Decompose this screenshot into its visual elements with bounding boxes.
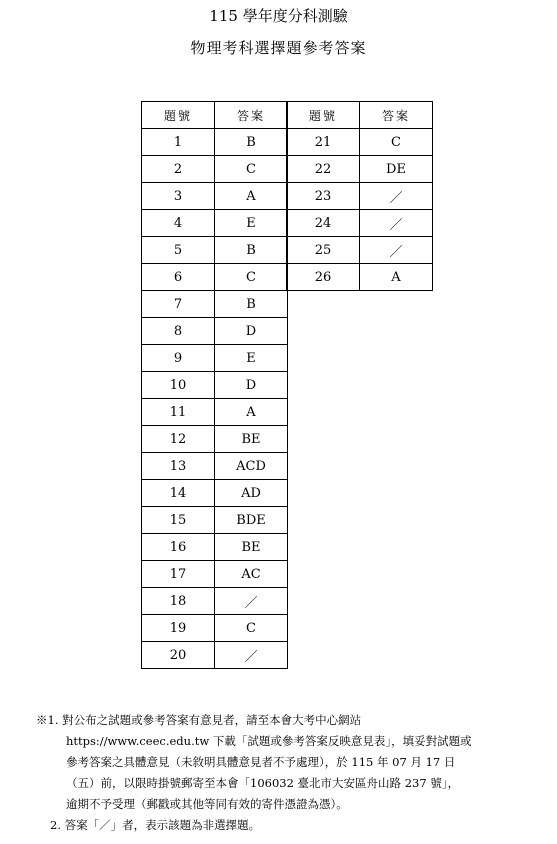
question-number-cell: 3 [142,183,215,210]
answer-cell: D [215,372,288,399]
answer-cell: BDE [215,507,288,534]
page-title: 115 學年度分科測驗 [209,7,348,25]
answer-cell: A [215,399,288,426]
question-number-cell: 4 [142,210,215,237]
table-row [142,507,288,534]
table-row [287,129,433,156]
question-number-cell: 23 [287,183,360,210]
table-row [287,183,433,210]
table-row [142,615,288,642]
answer-cell: ／ [215,642,288,669]
answer-table-left [141,101,288,669]
answer-cell: B [215,237,288,264]
answer-cell: C [215,156,288,183]
note-1-line-3: 參考答案之具體意見（未敘明具體意見者不予處理），於 115 年 07 月 17 日 [66,755,456,769]
answer-cell: ／ [360,210,433,237]
question-number-cell: 8 [142,318,215,345]
question-number-cell: 14 [142,480,215,507]
table-row [142,534,288,561]
table-header-row [142,102,288,129]
question-number-cell: 25 [287,237,360,264]
answer-cell: ／ [360,183,433,210]
table-row [142,399,288,426]
answer-table-right-body [287,129,433,291]
question-number-cell: 1 [142,129,215,156]
answer-cell: C [215,264,288,291]
question-number-cell: 6 [142,264,215,291]
answer-table-left-body [142,129,288,669]
note-1-line-1: ※1. 對公布之試題或參考答案有意見者，請至本會大考中心網站 [36,713,362,727]
question-number-cell: 12 [142,426,215,453]
answer-cell: ACD [215,453,288,480]
column-header-answer: 答案 [360,102,433,129]
column-header-answer: 答案 [215,102,288,129]
table-row [142,291,288,318]
answer-cell: E [215,345,288,372]
answer-cell: B [215,291,288,318]
answer-cell: D [215,318,288,345]
question-number-cell: 21 [287,129,360,156]
table-row [287,156,433,183]
answer-cell: BE [215,534,288,561]
question-number-cell: 16 [142,534,215,561]
table-row [287,237,433,264]
table-row [142,156,288,183]
note-2: 2. 答案「／」者，表示該題為非選擇題。 [50,818,261,832]
question-number-cell: 2 [142,156,215,183]
note-1-line-4: （五）前，以限時掛號郵寄至本會「106032 臺北市大安區舟山路 237 號」， [66,776,460,790]
answer-cell: C [360,129,433,156]
question-number-cell: 13 [142,453,215,480]
table-row [287,264,433,291]
table-row [287,210,433,237]
question-number-cell: 19 [142,615,215,642]
table-row [142,264,288,291]
question-number-cell: 24 [287,210,360,237]
answer-cell: A [360,264,433,291]
table-row [142,480,288,507]
table-row [142,561,288,588]
question-number-cell: 18 [142,588,215,615]
column-header-number: 題號 [287,102,360,129]
answer-cell: B [215,129,288,156]
answer-cell: AC [215,561,288,588]
question-number-cell: 20 [142,642,215,669]
note-1-line-2: https://www.ceec.edu.tw 下載「試題或參考答案反映意見表」，填妥對試題或 [66,734,472,748]
answer-cell: DE [360,156,433,183]
table-row [142,237,288,264]
answer-cell: C [215,615,288,642]
question-number-cell: 26 [287,264,360,291]
answer-cell: A [215,183,288,210]
answer-cell: E [215,210,288,237]
answer-cell: BE [215,426,288,453]
answer-cell: ／ [360,237,433,264]
table-row [142,588,288,615]
question-number-cell: 15 [142,507,215,534]
question-number-cell: 5 [142,237,215,264]
table-row [142,642,288,669]
table-row [142,426,288,453]
table-row [142,129,288,156]
table-row [142,345,288,372]
notes-section [36,710,541,836]
column-header-number: 題號 [142,102,215,129]
question-number-cell: 7 [142,291,215,318]
question-number-cell: 17 [142,561,215,588]
answer-table-right [286,101,433,291]
question-number-cell: 22 [287,156,360,183]
answer-cell: AD [215,480,288,507]
table-row [142,318,288,345]
question-number-cell: 11 [142,399,215,426]
question-number-cell: 10 [142,372,215,399]
table-row [142,183,288,210]
table-row [142,210,288,237]
note-1-line-5: 逾期不予受理（郵戳或其他等同有效的寄件憑證為憑）。 [66,797,348,811]
page-subtitle: 物理考科選擇題參考答案 [190,39,367,57]
table-row [142,453,288,480]
table-header-row [287,102,433,129]
question-number-cell: 9 [142,345,215,372]
answer-cell: ／ [215,588,288,615]
table-row [142,372,288,399]
